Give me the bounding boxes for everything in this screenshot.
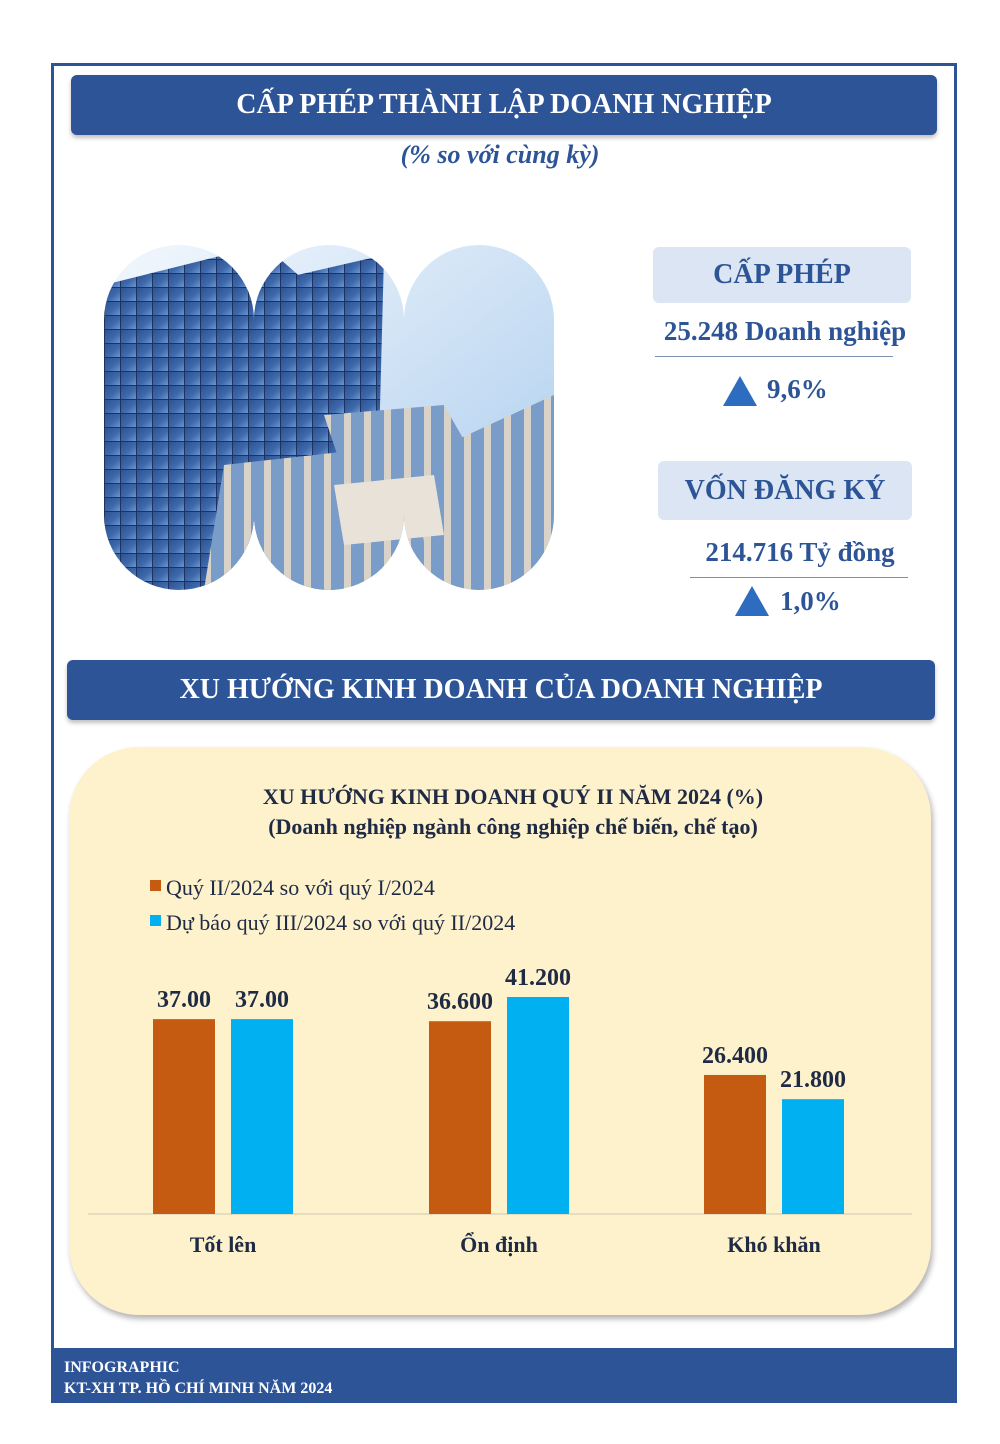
- data-label-3-1: 26.400: [702, 1042, 768, 1069]
- category-label-1: Tốt lên: [189, 1232, 257, 1257]
- data-label-1-1: 37.00: [157, 987, 211, 1014]
- bar-3-2: [782, 1099, 844, 1214]
- bar-1-2: [231, 1019, 293, 1214]
- legend-swatch-1: [150, 880, 161, 891]
- data-label-2-1: 36.600: [427, 989, 493, 1016]
- data-label-1-2: 37.00: [235, 987, 289, 1014]
- chart-title: XU HƯỚNG KINH DOANH QUÝ II NĂM 2024 (%): [262, 784, 764, 809]
- licensing-label: CẤP PHÉP: [653, 247, 911, 303]
- capital-value: 214.716 Tỷ đồng: [705, 537, 895, 567]
- licensing-change: 9,6%: [767, 374, 828, 404]
- bar-2-2: [507, 997, 569, 1214]
- category-label-2: Ổn định: [460, 1232, 538, 1257]
- licensing-value: 25.248 Doanh nghiệp: [663, 316, 907, 346]
- legend-label-1: Quý II/2024 so với quý I/2024: [166, 875, 435, 900]
- bar-3-1: [704, 1075, 766, 1214]
- footer: [51, 1348, 957, 1403]
- capital-label: VỐN ĐĂNG KÝ: [658, 461, 912, 520]
- data-label-2-2: 41.200: [505, 965, 571, 991]
- footer-line1: INFOGRAPHIC: [64, 1359, 180, 1376]
- legend-swatch-2: [150, 915, 161, 926]
- category-label-3: Khó khăn: [727, 1232, 821, 1257]
- capital-change: 1,0%: [780, 586, 841, 616]
- bar-2-1: [429, 1021, 491, 1214]
- section-title-licensing: CẤP PHÉP THÀNH LẬP DOANH NGHIỆP: [71, 75, 937, 135]
- section-subtitle: (% so với cùng kỳ): [400, 140, 600, 169]
- data-label-3-2: 21.800: [780, 1067, 846, 1094]
- bar-1-1: [153, 1019, 215, 1214]
- chart-subtitle: (Doanh nghiệp ngành công nghiệp chế biến, chế tạo): [268, 814, 758, 839]
- section-title-trend: XU HƯỚNG KINH DOANH CỦA DOANH NGHIỆP: [67, 660, 935, 720]
- legend-label-2: Dự báo quý III/2024 so với quý II/2024: [166, 910, 516, 935]
- footer-line2: KT-XH TP. HỒ CHÍ MINH NĂM 2024: [64, 1380, 333, 1397]
